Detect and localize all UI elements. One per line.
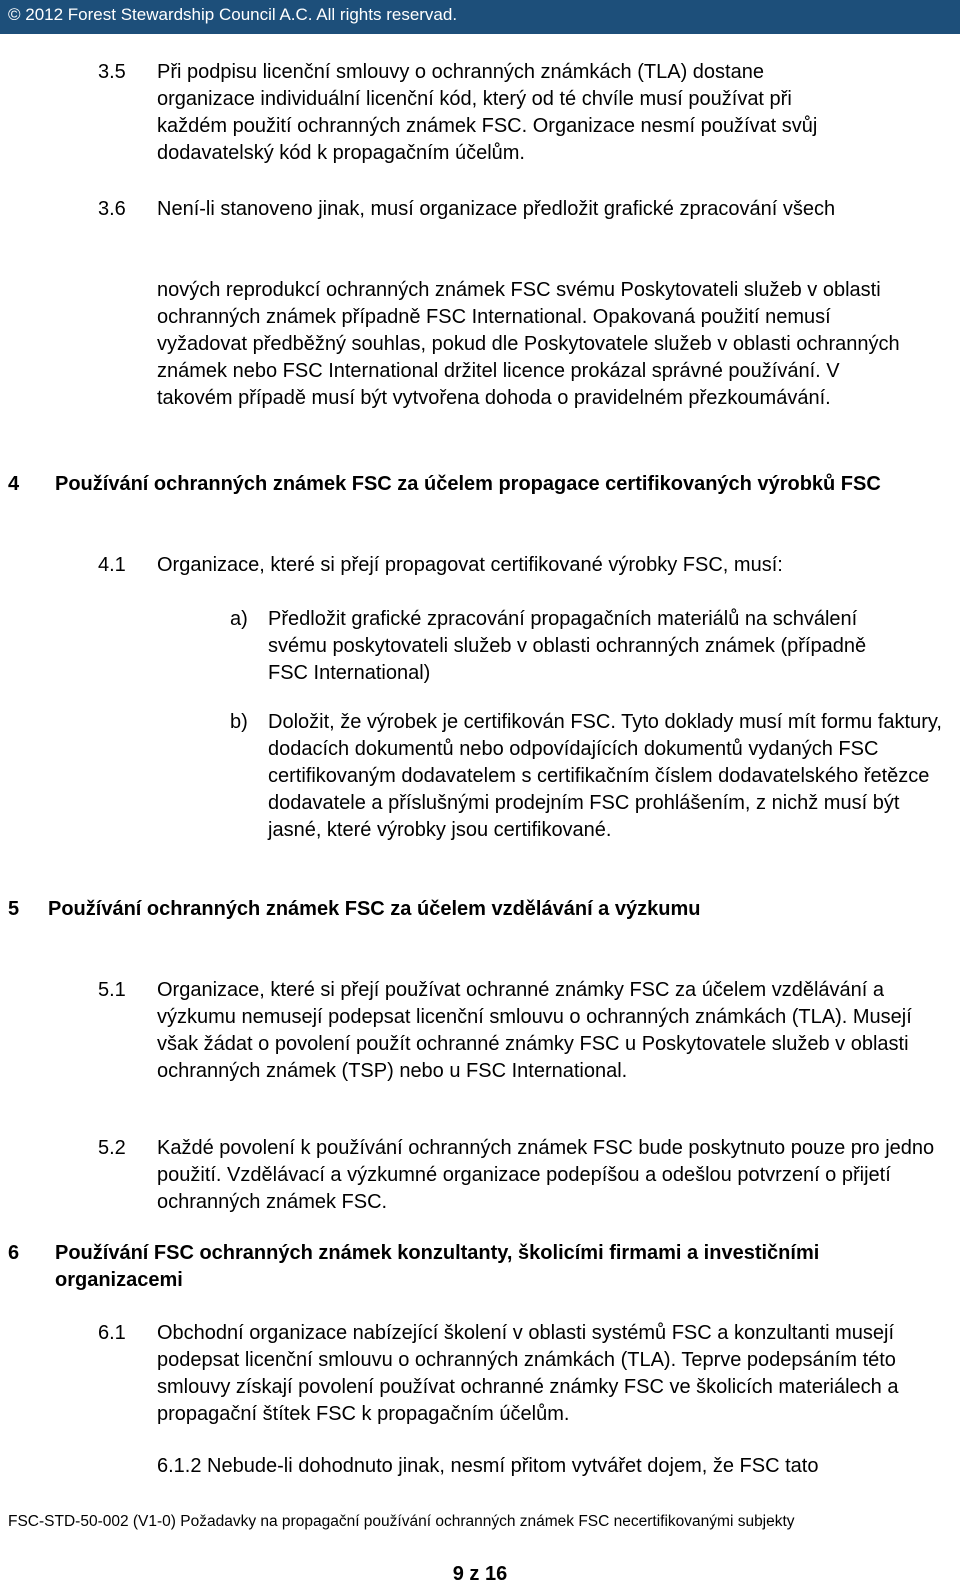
section-6-1-text: Obchodní organizace nabízející školení v oblasti systémů FSC a konzultanti musejí podepsat licenční smlouvu o ochranných známkách (TLA). Teprve podepsáním této smlouvy získají povolení používat ochranné známky FSC ve školicích materiálech a propagační štítek FSC k propagačním účelům. — [157, 1322, 899, 1425]
heading-6-title: Používání FSC ochranných známek konzultanty, školicími firmami a investičními organizacemi — [55, 1242, 820, 1291]
heading-5-number: 5 — [8, 898, 20, 920]
section-5-1-number: 5.1 — [98, 979, 126, 1001]
section-3-6-text-b: nových reprodukcí ochranných známek FSC svému Poskytovateli služeb v oblasti ochranných známek případně FSC International. Opakovaná použití nemusí vyžadovat předběžný souhlas, pokud dle Poskytovatele služeb v oblasti ochranných známek nebo FSC International držitel licence prokázal správné používání. V takovém případě musí být vytvořena dohoda o pravidelném přezkoumávání. — [157, 279, 900, 409]
section-4-1-number: 4.1 — [98, 554, 126, 576]
section-5-1-text: Organizace, které si přejí používat ochranné známky FSC za účelem vzdělávání a výzkumu nemusejí podepsat licenční smlouvu o ochranných známkách (TLA). Musejí však žádat o povolení použít ochranné známky FSC u Poskytovatele služeb v oblasti ochranných známek (TSP) nebo u FSC International. — [157, 979, 912, 1082]
section-6-1-2-text: 6.1.2 Nebude-li dohodnuto jinak, nesmí přitom vytvářet dojem, že FSC tato — [157, 1455, 819, 1477]
item-a-label: a) — [230, 608, 248, 630]
section-5-2-text: Každé povolení k používání ochranných známek FSC bude poskytnuto pouze pro jedno použití. Vzdělávací a výzkumné organizace podepíšou a odešlou potvrzení o přijetí ochranných známek FSC. — [157, 1137, 935, 1213]
copyright-text: © 2012 Forest Stewardship Council A.C. All rights reservad. — [8, 5, 458, 24]
heading-6-number: 6 — [8, 1242, 20, 1264]
section-6-1-number: 6.1 — [98, 1322, 126, 1344]
heading-5-title: Používání ochranných známek FSC za účelem vzdělávání a výzkumu — [48, 898, 701, 920]
section-5-2-number: 5.2 — [98, 1137, 126, 1159]
page-number: 9 z 16 — [452, 1563, 508, 1585]
section-3-5-number: 3.5 — [98, 61, 126, 83]
item-b-text: Doložit, že výrobek je certifikován FSC. Tyto doklady musí mít formu faktury, dodacích dokumentů nebo odpovídajících dokumentů vydaných FSC certifikovaným dodavatelem s certifikačním číslem dodavatelského řetězce dodavatele a příslušnými prodejním FSC prohlášením, z nichž musí být jasné, které výrobky jsou certifikované. — [268, 711, 942, 841]
copyright-banner — [0, 0, 960, 34]
section-3-5-text: Při podpisu licenční smlouvy o ochranných známkách (TLA) dostane organizace individuální licenční kód, který od té chvíle musí používat při každém použití ochranných známek FSC. Organizace nesmí používat svůj dodavatelský kód k propagačním účelům. — [157, 61, 818, 164]
section-4-1-text: Organizace, které si přejí propagovat certifikované výrobky FSC, musí: — [157, 554, 783, 576]
section-3-6-number: 3.6 — [98, 198, 126, 220]
heading-4-number: 4 — [8, 473, 20, 495]
section-3-6-text-a: Není-li stanoveno jinak, musí organizace předložit grafické zpracování všech — [157, 198, 836, 220]
footer-document-reference: FSC-STD-50-002 (V1-0) Požadavky na propagační používání ochranných známek FSC necertifikovanými subjekty — [8, 1513, 795, 1530]
item-b-label: b) — [230, 711, 248, 733]
heading-4-title: Používání ochranných známek FSC za účelem propagace certifikovaných výrobků FSC — [55, 473, 881, 495]
item-a-text: Předložit grafické zpracování propagačních materiálů na schválení svému poskytovateli služeb v oblasti ochranných známek (případně FSC International) — [268, 608, 867, 684]
